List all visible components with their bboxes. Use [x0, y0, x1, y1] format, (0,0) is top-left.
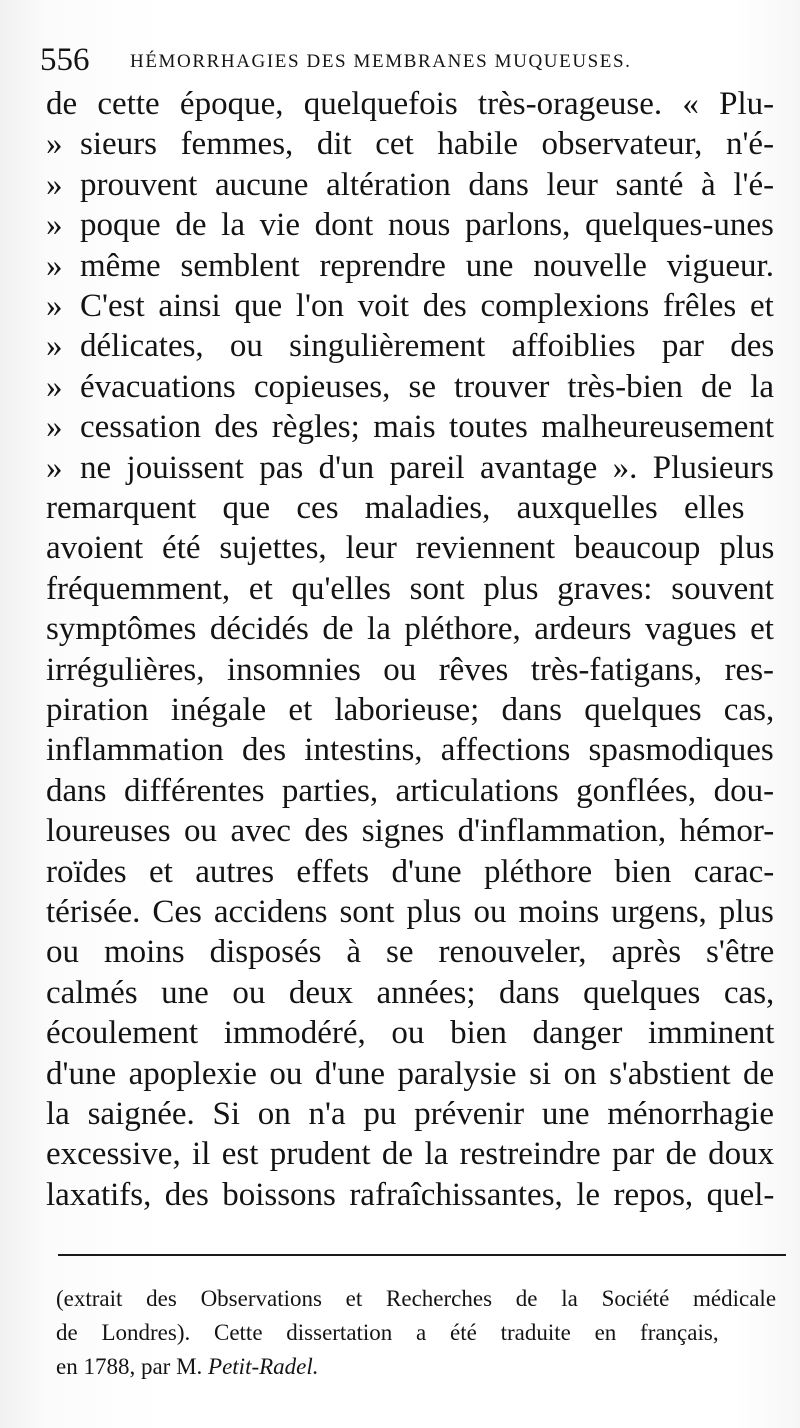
text-line: [46, 246, 774, 286]
text-line: [46, 852, 774, 892]
line-text: ne jouissent pas d'un pareil avantage ». Plusieurs: [80, 449, 774, 486]
line-text: de cette époque, quelquefois très-orageuse. « Plu-: [46, 86, 775, 122]
line-text: térisée. Ces accidens sont plus ou moins urgens, plus: [46, 894, 774, 930]
line-text: ou moins disposés à se renouveler, après s'être: [46, 934, 775, 971]
text-line: [46, 286, 774, 326]
text-line: [46, 1054, 774, 1094]
text-line: [46, 569, 774, 609]
text-line: [46, 528, 774, 568]
line-text: cessation des règles; mais toutes malheureusement: [80, 409, 775, 446]
line-text: avoient été sujettes, leur reviennent beaucoup plus: [46, 530, 775, 567]
text-line: [46, 892, 774, 932]
running-head: HÉMORRHAGIES DES MEMBRANES MUQUEUSES.: [130, 51, 632, 72]
text-line: [46, 650, 774, 690]
footnote-line: (extrait des Observations et Recherches de la Société médicale: [56, 1286, 777, 1311]
text-line: [46, 326, 774, 366]
footnote-line-prefix: en 1788, par M.: [56, 1354, 203, 1379]
quote-mark: »: [46, 126, 63, 163]
translator-name: Petit-Radel.: [208, 1354, 319, 1379]
line-text: loureuses ou avec des signes d'inflammation, hémor-: [46, 813, 775, 850]
quote-mark: »: [46, 288, 63, 324]
line-text: poque de la vie dont nous parlons, quelques-unes: [80, 207, 774, 244]
line-text: irrégulières, insomnies ou rêves très-fatigans, res-: [46, 651, 775, 688]
text-line: [46, 609, 774, 649]
footnote-divider: [58, 1254, 786, 1256]
line-text: symptômes décidés de la pléthore, ardeurs vagues et: [46, 611, 774, 648]
quote-mark: »: [46, 409, 63, 446]
line-text: remarquent que ces maladies, auxquelles elles: [46, 490, 745, 526]
text-line: [46, 973, 774, 1013]
text-line: [46, 488, 774, 528]
text-line: [46, 205, 774, 245]
text-line: [46, 811, 774, 851]
text-line: [46, 1134, 774, 1174]
text-line: [46, 367, 774, 407]
quote-mark: »: [46, 328, 63, 365]
line-text: la saignée. Si on n'a pu prévenir une ménorrhagie: [46, 1096, 774, 1132]
line-text: piration inégale et laborieuse; dans quelques cas,: [46, 692, 775, 728]
text-line: [46, 730, 774, 770]
text-line: [46, 1175, 774, 1215]
text-line: [46, 448, 774, 488]
line-text: écoulement immodéré, ou bien danger imminent: [46, 1015, 775, 1052]
line-text: sieurs femmes, dit cet habile observateur, n'é-: [80, 126, 775, 163]
text-line: [46, 932, 774, 972]
text-line: [46, 1013, 774, 1053]
text-line: [46, 1094, 774, 1134]
text-line: [46, 124, 774, 164]
quote-mark: »: [46, 166, 63, 203]
page-header: [40, 38, 780, 82]
page-number: 556: [40, 42, 90, 78]
line-text: d'une apoplexie ou d'une paralysie si on s'abstient de: [46, 1055, 775, 1092]
quote-mark: »: [46, 247, 63, 284]
line-text: inflammation des intestins, affections spasmodiques: [46, 732, 774, 769]
line-text: laxatifs, des boissons rafraîchissantes, le repos, quel-: [46, 1176, 775, 1213]
line-text: délicates, ou singulièrement affoiblies par des: [80, 328, 775, 365]
quote-mark: »: [46, 207, 63, 244]
line-text: C'est ainsi que l'on voit des complexions frêles et: [80, 288, 774, 324]
line-text: prouvent aucune altération dans leur santé à l'é-: [80, 166, 775, 203]
line-text: dans différentes parties, articulations gonflées, dou-: [46, 772, 775, 809]
line-text: roïdes et autres effets d'une pléthore bien carac-: [46, 853, 775, 890]
quote-mark: »: [46, 368, 63, 405]
line-text: évacuations copieuses, se trouver très-bien de la: [80, 368, 775, 405]
line-text: excessive, il est prudent de la restreindre par de doux: [46, 1136, 775, 1173]
text-line: [46, 771, 774, 811]
text-line: [46, 407, 774, 447]
line-text: même semblent reprendre une nouvelle vigueur.: [80, 247, 774, 284]
footnote-line: de Londres). Cette dissertation a été traduite en français,: [56, 1320, 719, 1345]
text-line: [46, 165, 774, 205]
footnote-line: [56, 1350, 319, 1384]
line-text: fréquemment, et qu'elles sont plus graves: souvent: [46, 570, 774, 607]
line-text: calmés une ou deux années; dans quelques cas,: [46, 974, 775, 1011]
text-line: [46, 84, 774, 124]
text-line: [46, 690, 774, 730]
quote-mark: »: [46, 449, 63, 486]
